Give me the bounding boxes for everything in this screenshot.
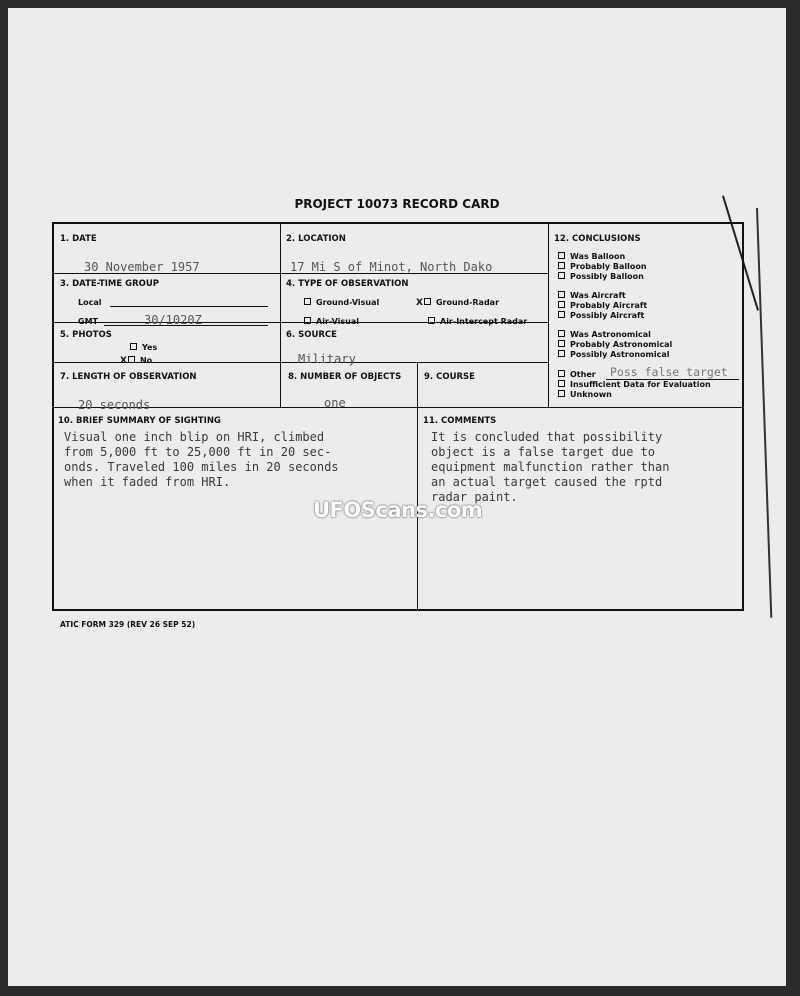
source-value: Military <box>298 352 356 366</box>
x-mark-icon: X <box>416 298 423 308</box>
length-value: 20 seconds <box>78 398 151 412</box>
form-identifier: ATIC FORM 329 (REV 26 SEP 52) <box>60 620 196 629</box>
conclusion-probably-balloon: Probably Balloon <box>558 262 647 271</box>
summary-line: onds. Traveled 100 miles in 20 seconds <box>64 460 339 474</box>
length-label: 7. LENGTH OF OBSERVATION <box>60 372 197 382</box>
option-ground-visual: Ground-Visual <box>304 298 379 307</box>
checkbox-icon <box>424 298 431 305</box>
divider <box>548 224 549 407</box>
watermark-logo: UFOScans.com <box>313 498 483 522</box>
conclusions-label: 12. CONCLUSIONS <box>554 234 641 244</box>
checkbox-icon <box>558 390 565 397</box>
checkbox-icon <box>558 272 565 279</box>
checkbox-icon <box>428 317 435 324</box>
comments-line: equipment malfunction rather than <box>431 460 670 474</box>
summary-line: Visual one inch blip on HRI, climbed <box>64 430 325 444</box>
photos-label: 5. PHOTOS <box>60 330 112 340</box>
course-label: 9. COURSE <box>424 372 475 382</box>
datetime-label: 3. DATE-TIME GROUP <box>60 279 160 289</box>
card-title: PROJECT 10073 RECORD CARD <box>294 197 500 211</box>
conclusion-probably-aircraft: Probably Aircraft <box>558 301 647 310</box>
comments-label: 11. COMMENTS <box>423 416 497 426</box>
option-ground-radar: X Ground-Radar <box>416 298 500 308</box>
card-edge-line <box>756 208 772 618</box>
checkbox-icon <box>558 350 565 357</box>
checkbox-icon <box>304 317 311 324</box>
date-value: 30 November 1957 <box>84 260 200 274</box>
divider <box>280 224 281 407</box>
conclusion-other-value: Poss false target <box>610 365 728 379</box>
conclusion-unknown: Unknown <box>558 390 612 399</box>
comments-line: an actual target caused the rptd <box>431 475 663 489</box>
source-label: 6. SOURCE <box>286 330 337 340</box>
date-label: 1. DATE <box>60 234 97 244</box>
checkbox-icon <box>558 262 565 269</box>
checkbox-icon <box>304 298 311 305</box>
checkbox-icon <box>558 252 565 259</box>
objects-label: 8. NUMBER OF OBJECTS <box>288 372 402 382</box>
checkbox-icon <box>558 330 565 337</box>
location-label: 2. LOCATION <box>286 234 346 244</box>
conclusion-was-astronomical: Was Astronomical <box>558 330 651 339</box>
conclusion-probably-astronomical: Probably Astronomical <box>558 340 672 349</box>
comments-line: It is concluded that possibility <box>431 430 663 444</box>
option-photos-no: X No <box>120 356 153 366</box>
location-value: 17 Mi S of Minot, North Dako <box>290 260 493 274</box>
conclusion-was-aircraft: Was Aircraft <box>558 291 626 300</box>
checkbox-icon <box>558 301 565 308</box>
conclusion-possibly-balloon: Possibly Balloon <box>558 272 644 281</box>
gmt-label: GMT <box>78 317 98 326</box>
divider <box>54 407 742 408</box>
objects-value: one <box>324 396 346 410</box>
checkbox-icon <box>558 380 565 387</box>
checkbox-icon <box>558 291 565 298</box>
checkbox-icon <box>558 311 565 318</box>
summary-text <box>64 430 339 490</box>
conclusion-insufficient-data: Insufficient Data for Evaluation <box>558 380 711 389</box>
option-air-intercept-radar: Air-Intercept Radar <box>428 317 527 326</box>
option-air-visual: Air-Visual <box>304 317 359 326</box>
comments-line: object is a false target due to <box>431 445 655 459</box>
summary-line: when it faded from HRI. <box>64 475 231 489</box>
conclusion-possibly-astronomical: Possibly Astronomical <box>558 350 669 359</box>
record-card <box>52 222 744 611</box>
checkbox-icon <box>558 370 565 377</box>
comments-line: radar paint. <box>431 490 518 504</box>
option-photos-yes: Yes <box>130 343 157 352</box>
x-mark-icon: X <box>120 356 127 366</box>
record-card-page <box>8 8 786 986</box>
conclusion-other: Other <box>558 370 596 379</box>
conclusion-was-balloon: Was Balloon <box>558 252 625 261</box>
gmt-value: 30/1020Z <box>144 313 202 327</box>
local-time-line <box>110 306 268 307</box>
summary-line: from 5,000 ft to 25,000 ft in 20 sec- <box>64 445 332 459</box>
checkbox-icon <box>558 340 565 347</box>
checkbox-icon <box>130 343 137 350</box>
comments-text <box>431 430 669 505</box>
summary-label: 10. BRIEF SUMMARY OF SIGHTING <box>58 416 221 426</box>
local-time-label: Local <box>78 298 102 307</box>
conclusion-possibly-aircraft: Possibly Aircraft <box>558 311 644 320</box>
observation-type-label: 4. TYPE OF OBSERVATION <box>286 279 409 289</box>
divider <box>417 362 418 609</box>
checkbox-icon <box>128 356 135 363</box>
